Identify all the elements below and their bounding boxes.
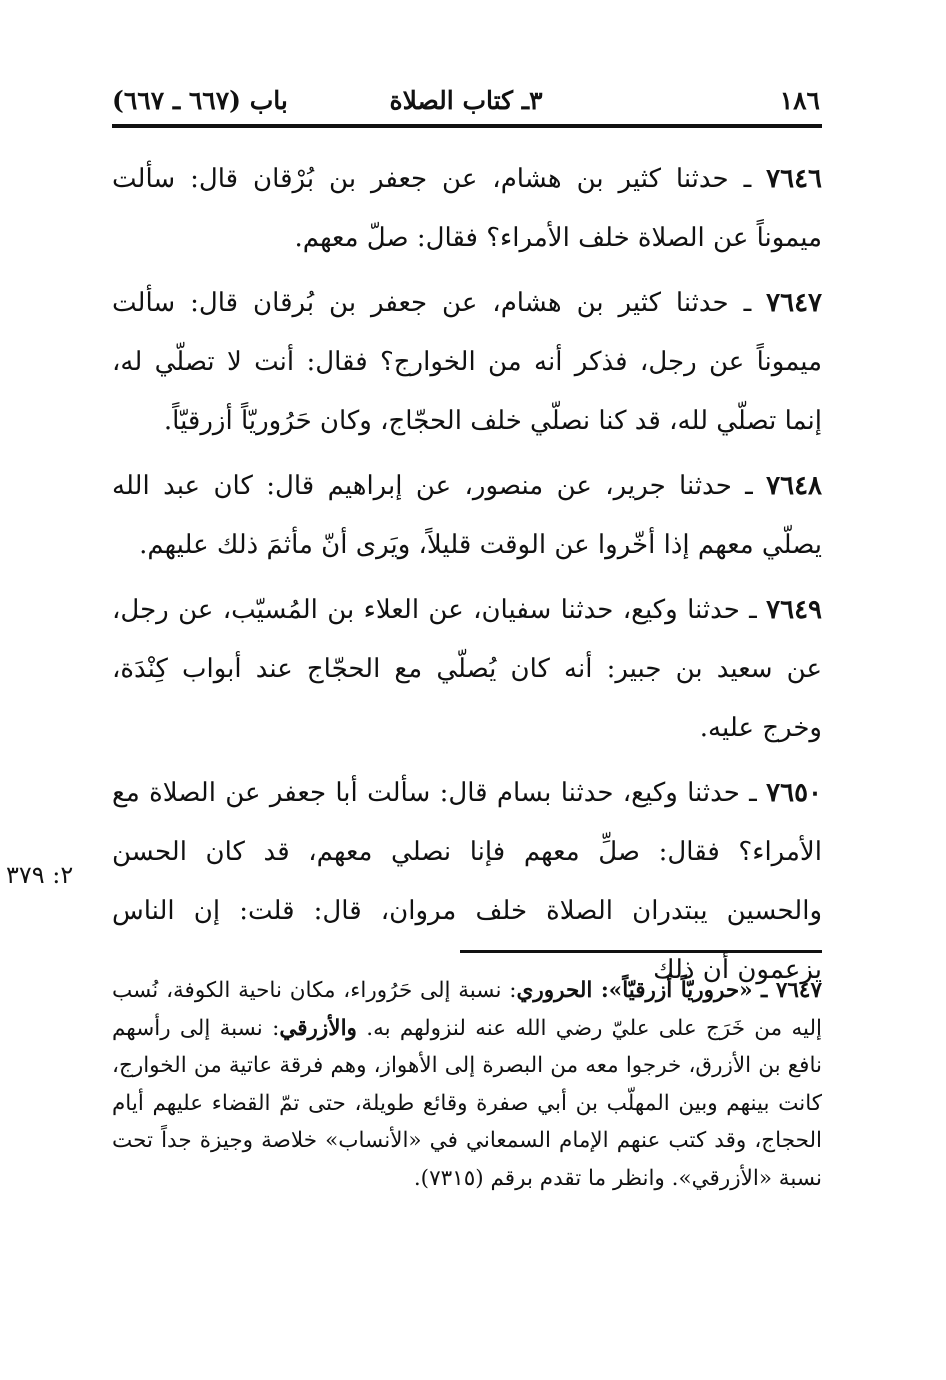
hadith-text: ـ حدثنا كثير بن هشام، عن جعفر بن بُرْقان قال: سألت ميموناً عن الصلاة خلف الأمراء؟ فقال: صلّ معهم. <box>112 164 822 253</box>
hadith-number: ٧٦٤٨ <box>766 471 822 501</box>
main-text <box>112 150 822 1006</box>
header-rule <box>112 124 822 128</box>
hadith-7647 <box>112 274 822 451</box>
footnote <box>112 972 822 1197</box>
hadith-text: ـ حدثنا وكيع، حدثنا سفيان، عن العلاء بن المُسيّب، عن رجل، عن سعيد بن جبير: أنه كان يُصلّي مع الحجّاج عند أبواب كِنْدَة، وخرج عليه. <box>112 595 822 743</box>
footnote-quote: ـ «حروريّاً أزرقيّاً»: <box>592 978 776 1003</box>
hadith-7649 <box>112 581 822 758</box>
hadith-text: ـ حدثنا جرير، عن منصور، عن إبراهيم قال: كان عبد الله يصلّي معهم إذا أخّروا عن الوقت قليلاً، ويَرى أنّ مأثمَ ذلك عليهم. <box>112 471 822 560</box>
hadith-number: ٧٦٥٠ <box>766 778 822 808</box>
hadith-7650 <box>112 764 822 1000</box>
book-title: ٣ـ كتاب الصلاة <box>389 86 543 115</box>
footnote-term-azraqi: والأزرقي <box>279 1015 357 1041</box>
footnote-text-azraqi: : نسبة إلى رأسهم نافع بن الأزرق، خرجوا معه من البصرة إلى الأهواز، وهم فرقة عاتية من الخوارج، كانت بينهم وبين المهلّب بن أبي صفرة وقائع طويلة، حتى تمّ القضاء عليهم أيام الحجاج، وقد كتب عنهم الإمام السمعاني في «الأنساب» خلاصة وجيزة جداً تحت نسبة «الأزرقي». وانظر ما تقدم برقم (٧٣١٥). <box>112 1015 822 1191</box>
hadith-text: ـ حدثنا كثير بن هشام، عن جعفر بن بُرقان قال: سألت ميموناً عن رجل، فذكر أنه من الخوارج؟ فقال: أنت لا تصلّي له، إنما تصلّي لله، قد كنا نصلّي خلف الحجّاج، وكان حَرُوريّاً أزرقيّاً. <box>112 288 822 436</box>
page-number: ١٨٦ <box>779 86 820 115</box>
hadith-7648 <box>112 457 822 575</box>
hadith-number: ٧٦٤٦ <box>766 164 822 194</box>
footnote-term-haruri: الحروري <box>516 978 593 1003</box>
margin-reference: ٢: ٣٧٩ <box>6 861 74 889</box>
page-header <box>112 84 820 118</box>
hadith-number: ٧٦٤٩ <box>766 595 822 625</box>
footnote-rule <box>460 950 822 953</box>
hadith-number: ٧٦٤٧ <box>766 288 822 318</box>
hadith-text: ـ حدثنا وكيع، حدثنا بسام قال: سألت أبا جعفر عن الصلاة مع الأمراء؟ فقال: صلِّ معهم فإنا نصلي معهم، قد كان الحسن والحسين يبتدران الصلاة خلف مروان، قال: قلت: إن الناس يزعمون أن ذلك <box>112 778 822 985</box>
chapter-range: باب (٦٦٧ ـ ٦٦٧) <box>112 86 288 115</box>
footnote-number: ٧٦٤٧ <box>775 978 823 1003</box>
footnote-text-haruri: : نسبة إلى حَرُوراء، مكان ناحية الكوفة، نُسب إليه من خَرَج على عليّ رضي الله عنه لنزولهم به. <box>112 978 823 1041</box>
hadith-7646 <box>112 150 822 268</box>
